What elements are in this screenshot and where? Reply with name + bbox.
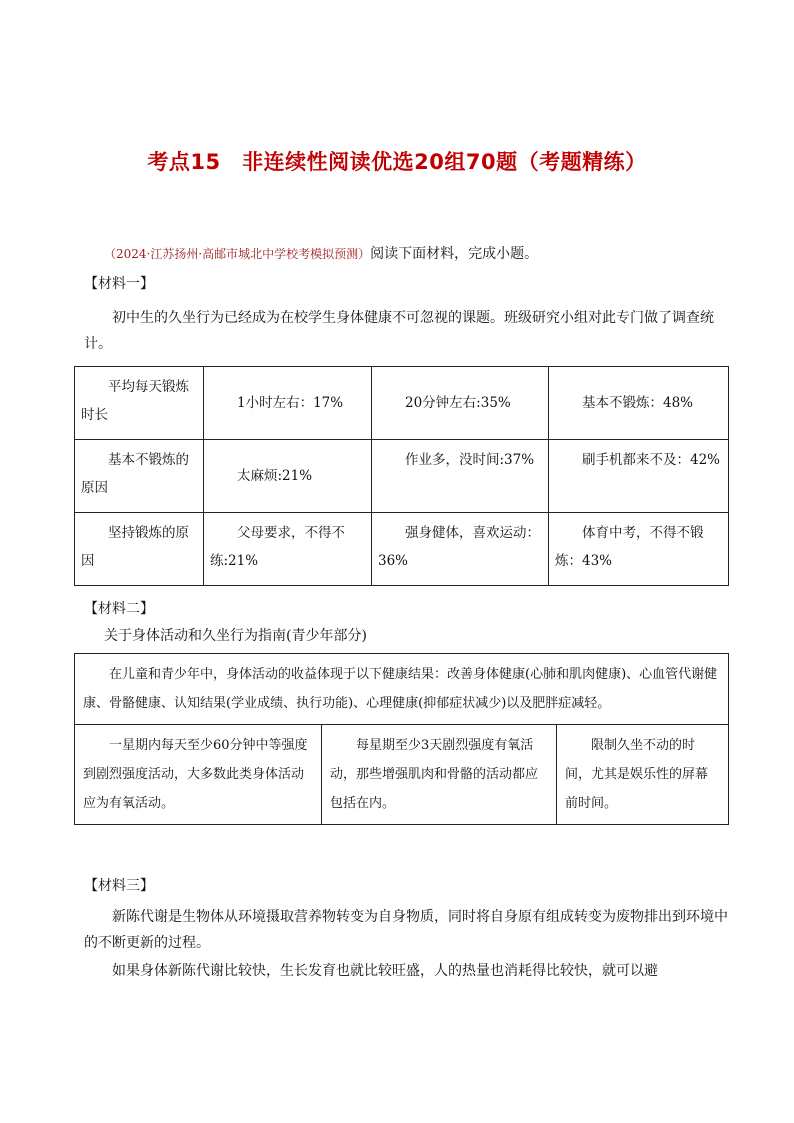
material-2-label: 【材料二】 [84,601,154,617]
table-row [75,654,729,725]
question-intro [104,242,538,266]
table-cell: 太麻烦:21% [204,440,372,513]
material-1-paragraph: 初中生的久坐行为已经成为在校学生身体健康不可忽视的课题。班级研究小组对此专门做了调查统计。 [84,310,714,352]
table-cell: 坚持锻炼的原因 [75,513,204,586]
table-cell: 强身健体，喜欢运动：36% [372,513,549,586]
guideline-cell: 一星期内每天至少60分钟中等强度到剧烈强度活动，大多数此类身体活动应为有氧活动。 [75,725,322,825]
material-3-paragraph-1: 新陈代谢是生物体从环境摄取营养物转变为自身物质，同时将自身原有组成转变为废物排出到环境中的不断更新的过程。 [84,909,728,951]
guideline-table [74,653,729,825]
table-row [75,725,729,825]
table-cell: 平均每天锻炼时长 [75,367,204,440]
question-instruction: 阅读下面材料，完成小题。 [370,246,539,262]
material-1-label: 【材料一】 [84,276,154,292]
table-cell: 体育中考，不得不锻炼：43% [549,513,729,586]
material-3-label: 【材料三】 [84,878,154,894]
table-row [75,440,729,513]
material-2-subtitle: 关于身体活动和久坐行为指南(青少年部分) [104,628,367,644]
page-title: 考点15 非连续性阅读优选20组70题（考题精练） [147,150,647,174]
table-cell: 20分钟左右:35% [372,367,549,440]
table-cell: 刷手机都来不及：42% [549,440,729,513]
table-row [75,367,729,440]
table-row [75,513,729,586]
table-cell: 父母要求，不得不练:21% [204,513,372,586]
survey-table [74,366,729,586]
table-cell: 基本不锻炼：48% [549,367,729,440]
guideline-cell: 限制久坐不动的时间，尤其是娱乐性的屏幕前时间。 [557,725,729,825]
table-cell: 作业多，没时间:37% [372,440,549,513]
table-cell: 基本不锻炼的原因 [75,440,204,513]
guideline-cell: 每星期至少3天剧烈强度有氧活动，那些增强肌肉和骨骼的活动都应包括在内。 [322,725,557,825]
material-3-paragraph-2: 如果身体新陈代谢比较快，生长发育也就比较旺盛，人的热量也消耗得比较快，就可以避 [112,963,658,979]
guideline-summary: 在儿童和青少年中，身体活动的收益体现于以下健康结果：改善身体健康(心肺和肌肉健康)、心血管代谢健康、骨骼健康、认知结果(学业成绩、执行功能)、心理健康(抑郁症状减少)以及肥胖症减轻。 [75,654,729,725]
table-cell: 1小时左右：17% [204,367,372,440]
question-source: （2024·江苏扬州·高邮市城北中学校考模拟预测） [104,247,371,261]
